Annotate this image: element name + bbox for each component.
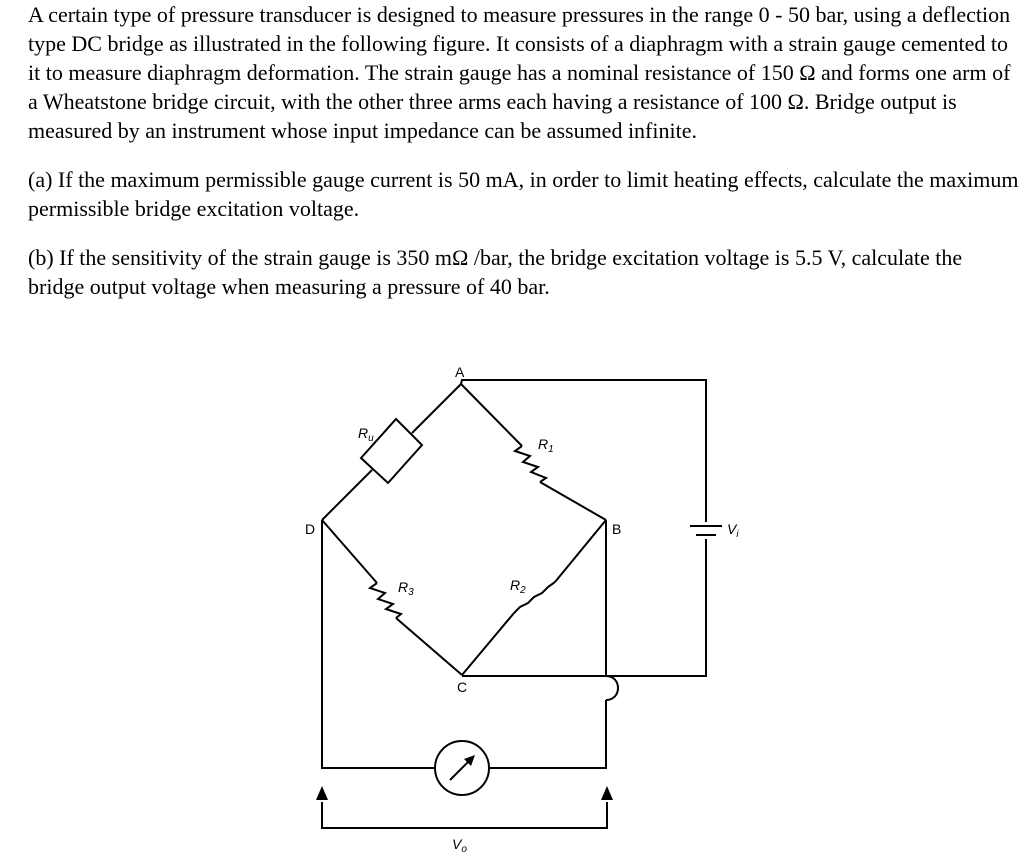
- vo-bracket: [322, 802, 607, 828]
- ru-label: $R_u$: [358, 425, 374, 444]
- r2-label: $R_2$: [510, 577, 526, 596]
- node-c-label: C: [457, 679, 468, 695]
- vo-label: $V_o$: [452, 836, 467, 852]
- wire-r3-c: [396, 618, 462, 675]
- wire-a-ru: [412, 384, 461, 433]
- wire-r1-b: [540, 482, 606, 520]
- wire-meter-b: [489, 700, 606, 768]
- wire-crossover-hop: [606, 520, 618, 700]
- wire-r2-c: [462, 613, 514, 675]
- intro-paragraph: A certain type of pressure transducer is designed to measure pressures in the range 0 - 50 bar, using a deflection type DC bridge as illustrated in the following figure. It consists of a diaphragm with a strain gauge cemented to it to measure diaphragm deformation. The strain gauge has a nominal resistance of 150 Ω and forms one arm of a Wheatstone bridge circuit, with the other three arms each having a resistance of 100 Ω. Bridge output is measured by an instrument whose input impedance can be assumed infinite.: [28, 2, 1011, 143]
- r3-label: $R_3$: [398, 579, 414, 598]
- vi-label: $V_i$: [727, 521, 739, 540]
- wire-d-r3: [322, 520, 377, 583]
- part-a-paragraph: (a) If the maximum permissible gauge current is 50 mA, in order to limit heating effects, calculate the maximum permissible bridge excitation voltage.: [28, 167, 1019, 221]
- vo-arrow-right-icon: [601, 786, 613, 800]
- node-b-label: B: [612, 521, 622, 537]
- wire-ru-d: [322, 470, 372, 520]
- node-a-label: A: [455, 364, 465, 380]
- wire-a-supply-top: [461, 380, 706, 522]
- r1-label: $R_1$: [538, 436, 554, 455]
- node-d-label: D: [305, 521, 316, 537]
- wire-b-r2: [555, 520, 606, 582]
- wire-supply-bottom: [462, 539, 706, 676]
- wire-d-meter: [322, 520, 436, 768]
- part-b-paragraph: (b) If the sensitivity of the strain gauge is 350 mΩ /bar, the bridge excitation voltage is 5.5 V, calculate the bridge output voltage when measuring a pressure of 40 bar.: [28, 245, 963, 299]
- wire-a-r1: [461, 384, 522, 446]
- vo-arrow-left-icon: [316, 786, 328, 800]
- r3-resistor: [370, 583, 401, 618]
- ru-resistor: [361, 419, 422, 483]
